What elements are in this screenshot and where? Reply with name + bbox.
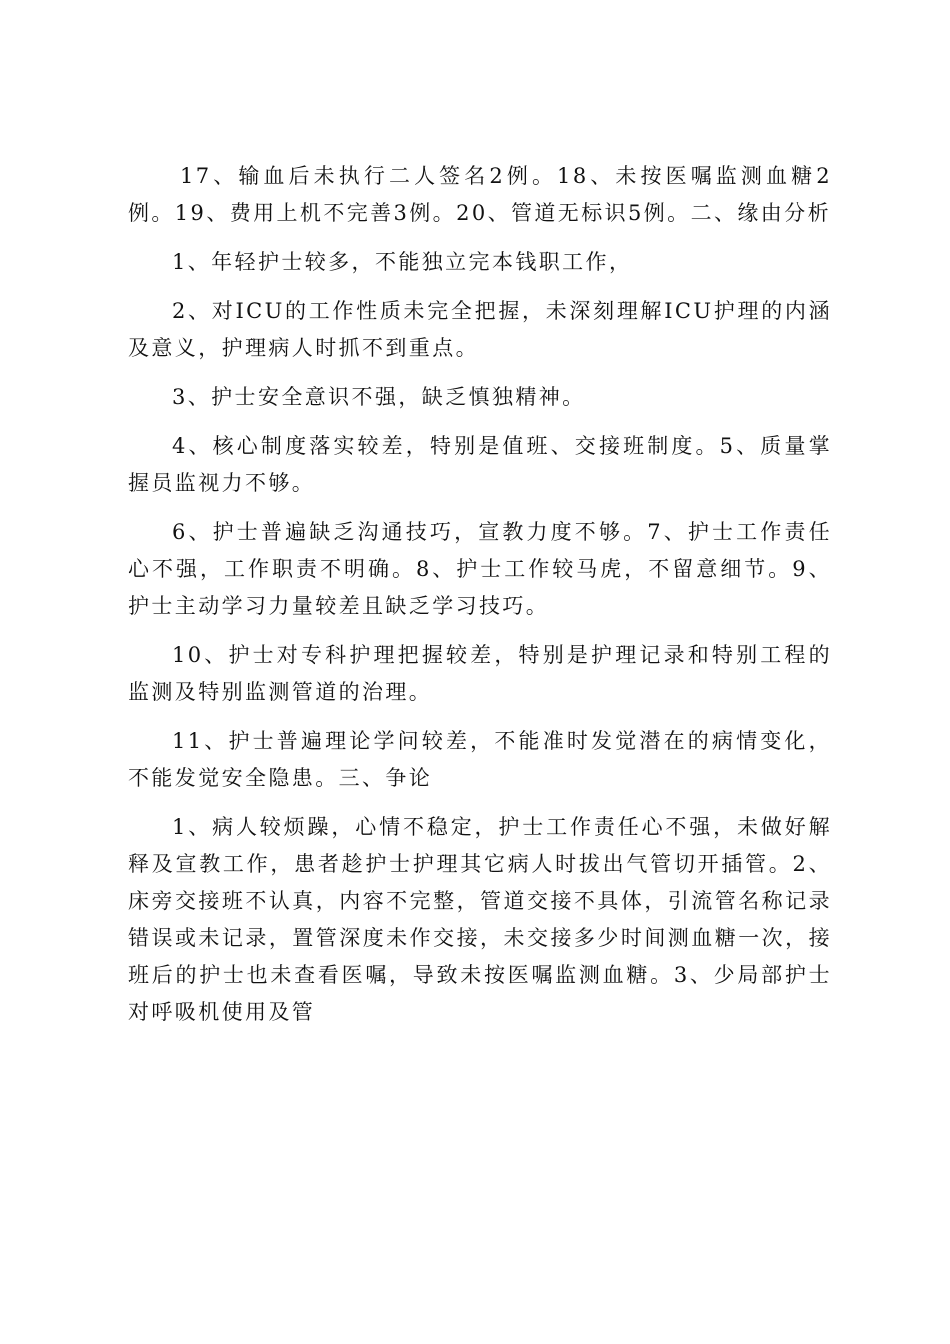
paragraph-2: 1、年轻护士较多，不能独立完本钱职工作， (172, 250, 633, 274)
paragraph-6: 6、护士普遍缺乏沟通技巧，宣教力度不够。7、护士工作责任心不强，工作职责不明确。8、护士工作较马虎，不留意细节。9、护士主动学习力量较差且缺乏学习技巧。 (128, 520, 832, 618)
paragraph-3: 2、对ICU的工作性质未完全把握，未深刻理解ICU护理的内涵及意义，护理病人时抓不到重点。 (128, 299, 832, 360)
paragraph-9: 1、病人较烦躁，心情不稳定，护士工作责任心不强，未做好解释及宣教工作，患者趁护士护理其它病人时拔出气管切开插管。2、床旁交接班不认真，内容不完整，管道交接不具体，引流管名称记录错误或未记录，置管深度未作交接，未交接多少时间测血糖一次，接班后的护士也未查看医嘱，导致未按医嘱监测血糖。3、少局部护士对呼吸机使用及管 (128, 815, 832, 1024)
paragraph-8: 11、护士普遍理论学问较差，不能准时发觉潜在的病情变化，不能发觉安全隐患。三、争论 (128, 729, 832, 790)
paragraph-7: 10、护士对专科护理把握较差，特别是护理记录和特别工程的监测及特别监测管道的治理。 (128, 643, 832, 704)
document-body (128, 158, 832, 1043)
paragraph-5: 4、核心制度落实较差，特别是值班、交接班制度。5、质量掌握员监视力不够。 (128, 434, 832, 495)
paragraph-1: 17、输血后未执行二人签名2例。18、未按医嘱监测血糖2例。19、费用上机不完善3例。20、管道无标识5例。二、缘由分析 (128, 164, 832, 225)
paragraph-4: 3、护士安全意识不强，缺乏慎独精神。 (172, 385, 586, 409)
